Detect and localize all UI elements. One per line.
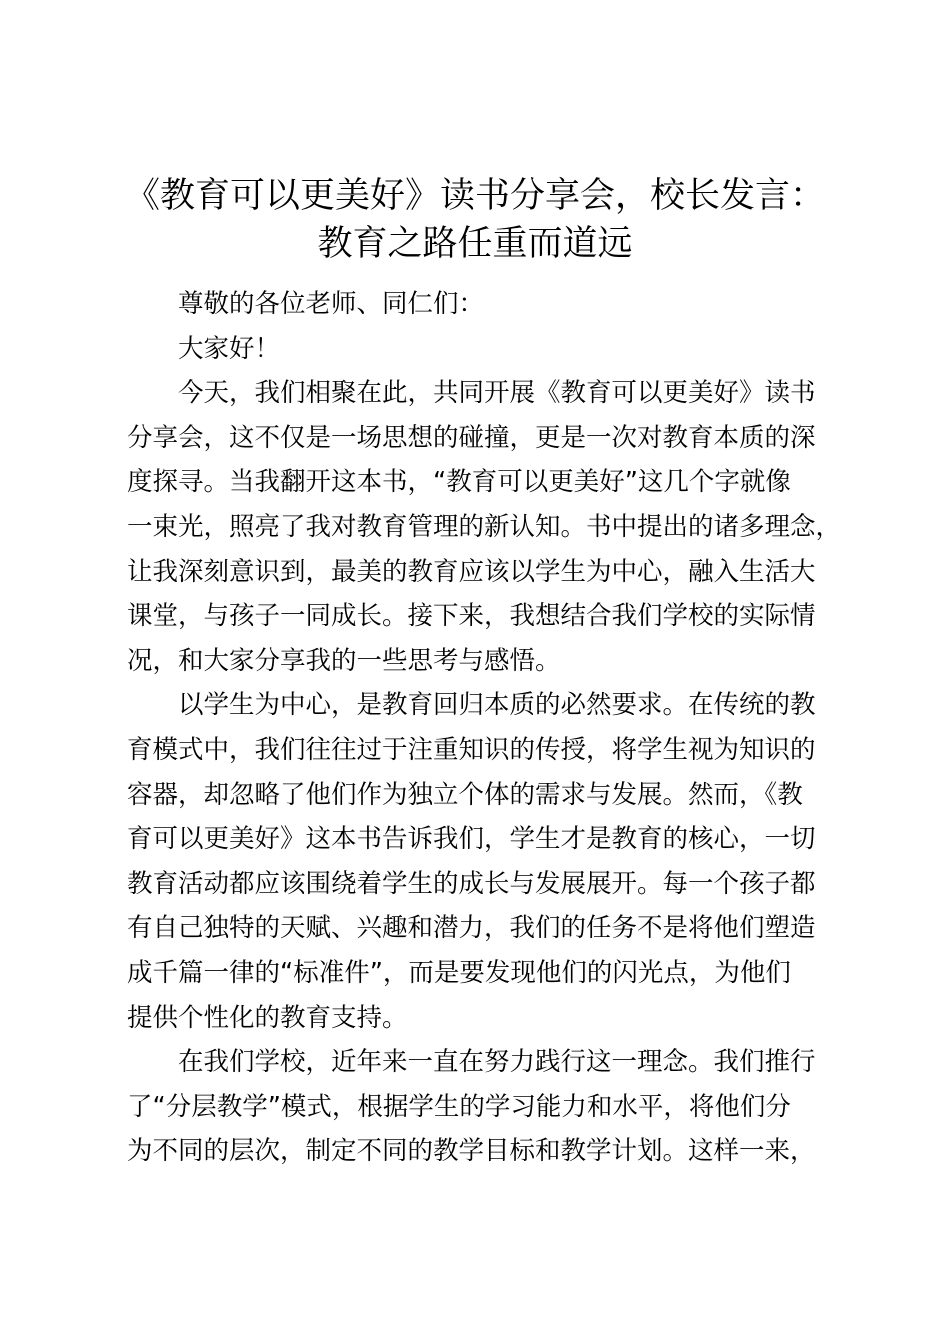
title-line: 《教育可以更美好》读书分享会，校长发言：: [124, 176, 825, 216]
paragraph-line: 课堂，与孩子一同成长。接下来，我想结合我们学校的实际情: [127, 601, 816, 632]
paragraph-line: 育可以更美好》这本书告诉我们，学生才是教育的核心，一切: [127, 824, 816, 855]
paragraph-line: 在我们学校，近年来一直在努力践行这一理念。我们推行: [178, 1047, 816, 1078]
document-title: [100, 172, 850, 268]
paragraph-3: [127, 1040, 827, 1174]
paragraph-line: 为不同的层次，制定不同的教学目标和教学计划。这样一来，: [127, 1136, 816, 1167]
paragraph-2: [127, 683, 827, 1040]
paragraph-line: 育模式中，我们往往过于注重知识的传授，将学生视为知识的: [127, 734, 816, 765]
paragraph-line: 教育活动都应该围绕着学生的成长与发展展开。每一个孩子都: [127, 868, 816, 899]
paragraph-line: 今天，我们相聚在此，共同开展《教育可以更美好》读书: [178, 378, 816, 409]
paragraph-line: 提供个性化的教育支持。: [127, 1002, 408, 1033]
greeting: 大家好！: [178, 333, 281, 364]
document-body: [127, 282, 842, 1174]
paragraph-1: [127, 371, 842, 683]
title-line: 教育之路任重而道远: [317, 224, 633, 264]
paragraph-line: 况，和大家分享我的一些思考与感悟。: [127, 645, 561, 676]
paragraph-line: 分享会，这不仅是一场思想的碰撞，更是一次对教育本质的深: [127, 422, 816, 453]
paragraph-line: 让我深刻意识到，最美的教育应该以学生为中心，融入生活大: [127, 556, 816, 587]
paragraph-line: 一束光，照亮了我对教育管理的新认知。书中提出的诸多理念，: [127, 511, 842, 542]
paragraph-line: 成千篇一律的“标准件”，而是要发现他们的闪光点，为他们: [127, 957, 791, 988]
paragraph-line: 度探寻。当我翻开这本书，“教育可以更美好”这几个字就像: [127, 467, 791, 498]
paragraph-line: 以学生为中心，是教育回归本质的必然要求。在传统的教: [178, 690, 816, 721]
paragraph-line: 容器，却忽略了他们作为独立个体的需求与发展。然而，《教: [127, 779, 803, 810]
salutation: 尊敬的各位老师、同仁们：: [178, 289, 485, 319]
paragraph-line: 了“分层教学”模式，根据学生的学习能力和水平，将他们分: [127, 1091, 791, 1122]
paragraph-line: 有自己独特的天赋、兴趣和潜力，我们的任务不是将他们塑造: [127, 913, 816, 944]
